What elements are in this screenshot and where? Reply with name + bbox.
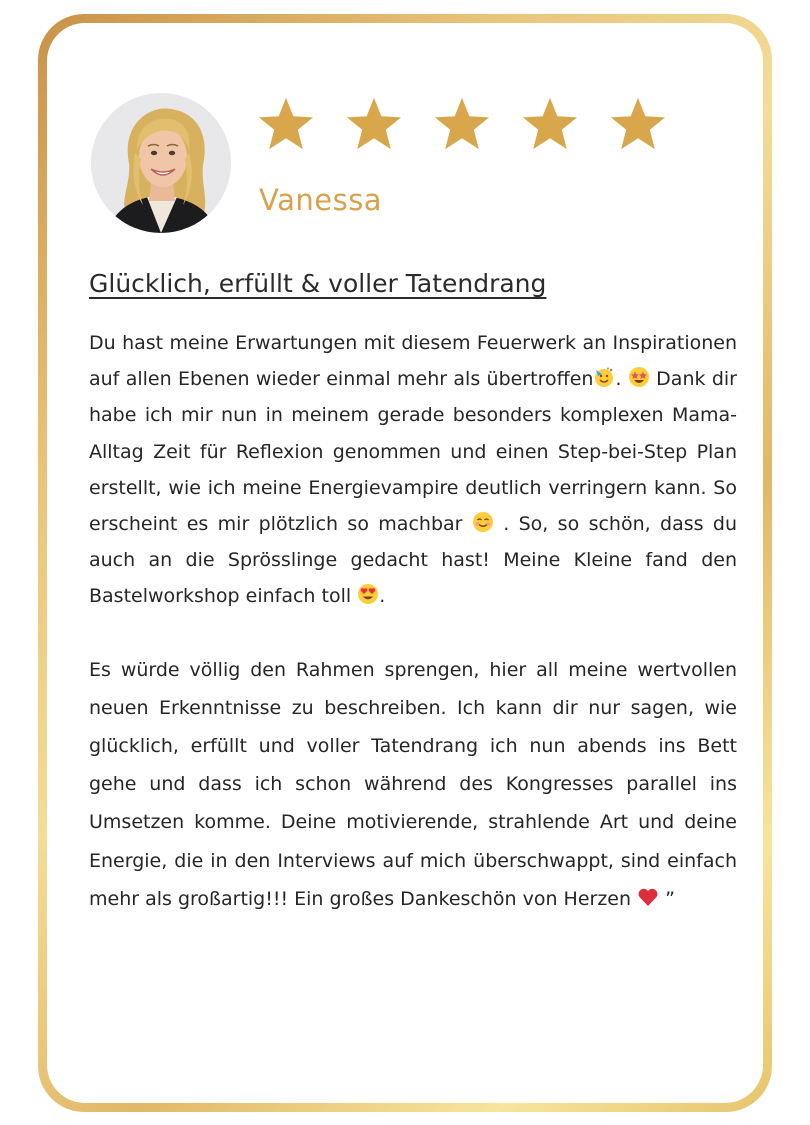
review-headline: Glücklich, erfüllt & voller Tatendrang bbox=[89, 269, 547, 298]
review-paragraph-1 bbox=[89, 325, 737, 615]
star-icon bbox=[521, 95, 579, 153]
review-text: ” bbox=[659, 887, 675, 910]
card-frame bbox=[38, 14, 772, 1112]
review-paragraph-2 bbox=[89, 651, 737, 918]
avatar bbox=[91, 93, 231, 233]
reviewer-name: Vanessa bbox=[259, 183, 383, 217]
review-text: . bbox=[379, 585, 386, 608]
review-text: . bbox=[615, 368, 628, 391]
red-heart-emoji bbox=[637, 886, 659, 908]
party-face-emoji bbox=[593, 366, 615, 388]
review-text: Du hast meine Erwartungen mit diesem Feuerwerk an Inspirationen auf allen Ebenen wieder einmal mehr als übertroffen bbox=[89, 332, 737, 391]
smiling-face-emoji bbox=[472, 511, 494, 533]
avatar-portrait-image bbox=[91, 93, 231, 233]
review-text: Dank dir habe ich mir nun in meinem gerade besonders komplexen Mama-Alltag Zeit für Reflexion genommen und einen Step-bei-Step Plan erstellt, wie ich meine Energievampire deutlich verringern kann. So erscheint es mir plötzlich so machbar bbox=[89, 368, 737, 536]
review-text: . So, so schön, dass du auch an die Sprösslinge gedacht hast! Meine Kleine fand den Bastelworkshop einfach toll bbox=[89, 513, 737, 608]
star-icon bbox=[345, 95, 403, 153]
star-struck-emoji bbox=[628, 366, 650, 388]
star-icon bbox=[433, 95, 491, 153]
star-icon bbox=[257, 95, 315, 153]
rating-stars bbox=[257, 95, 667, 153]
review-body bbox=[89, 325, 737, 918]
review-text: Es würde völlig den Rahmen sprengen, hier all meine wertvollen neuen Erkenntnisse zu beschreiben. Ich kann dir nur sagen, wie glücklich, erfüllt und voller Tatendrang ich nun abends ins Bett gehe und dass ich schon während des Kongresses parallel ins Umsetzen komme. Deine motivierende, strahlende Art und deine Energie, die in den Interviews auf mich überschwappt, sind einfach mehr als großartig!!! Ein großes Dankeschön von Herzen bbox=[89, 658, 737, 910]
star-icon bbox=[609, 95, 667, 153]
testimonial-card bbox=[47, 23, 763, 1103]
heart-eyes-emoji bbox=[357, 583, 379, 605]
